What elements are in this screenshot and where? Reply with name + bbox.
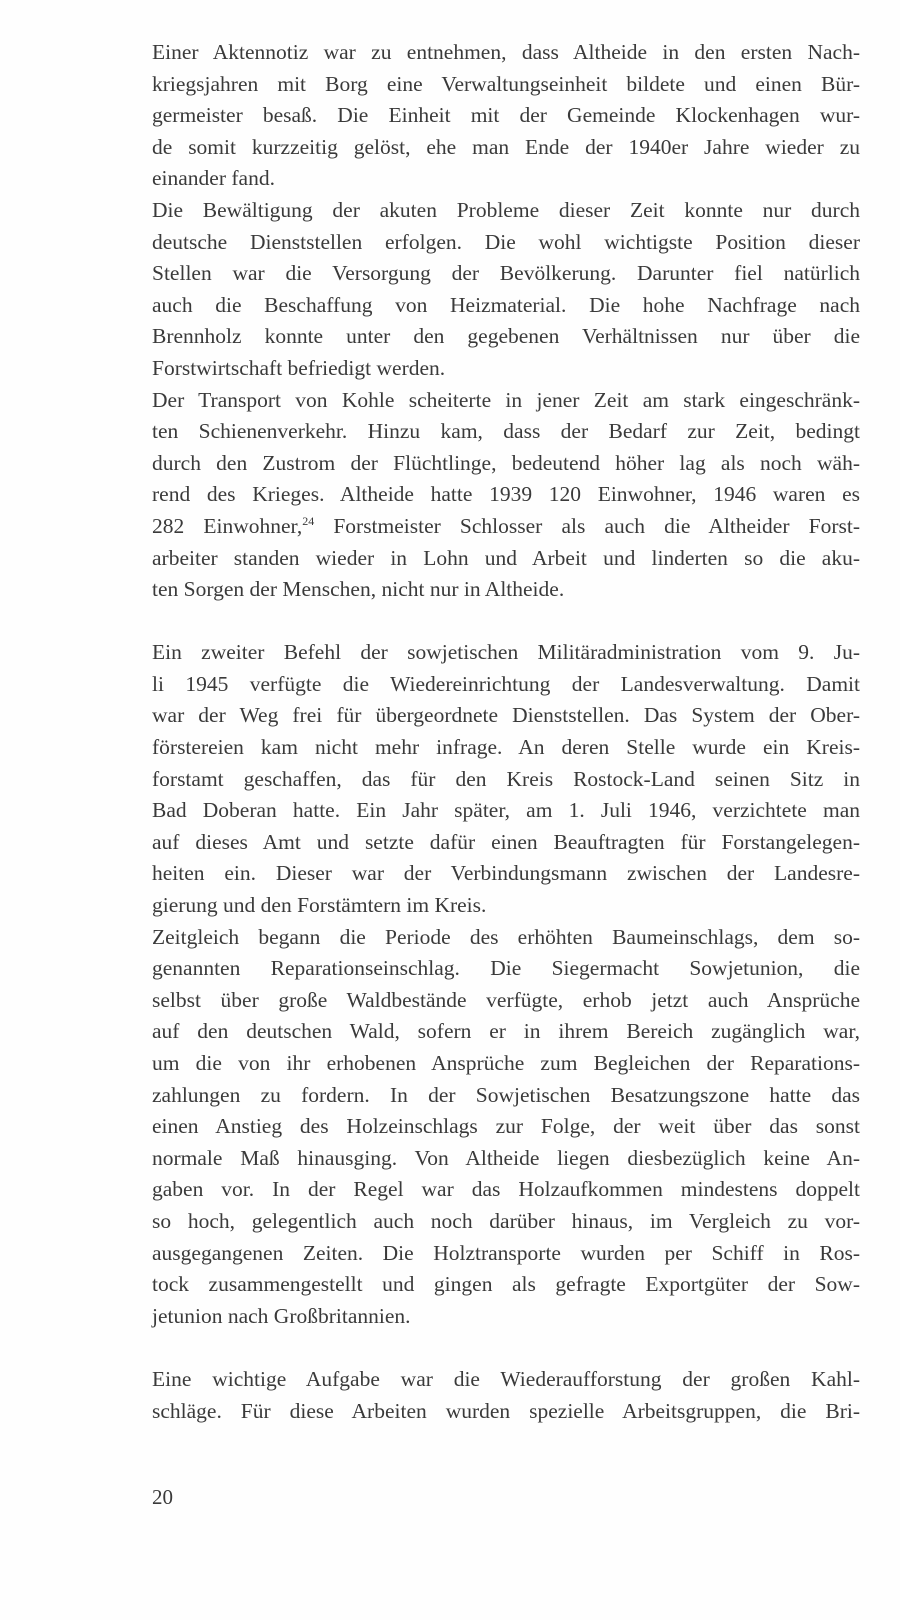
text-line: Der Transport von Kohle scheiterte in jener Zeit am stark eingeschränk- [152, 387, 860, 412]
text-line: germeister besaß. Die Einheit mit der Gemeinde Klockenhagen wur- [152, 103, 860, 128]
text-line: Ein zweiter Befehl der sowjetischen Militäradministration vom 9. Ju- [152, 640, 860, 665]
page-number: 20 [152, 1485, 173, 1509]
text-line: Eine wichtige Aufgabe war die Wiederaufforstung der großen Kahl- [152, 1366, 860, 1391]
text-line: durch den Zustrom der Flüchtlinge, bedeutend höher lag als noch wäh- [152, 450, 860, 475]
text-line: auch die Beschaffung von Heizmaterial. Die hohe Nachfrage nach [152, 292, 860, 317]
text-line: Zeitgleich begann die Periode des erhöhten Baumeinschlags, dem so- [152, 924, 860, 949]
section-gap [152, 1332, 860, 1364]
text-line: li 1945 verfügte die Wiedereinrichtung der Landesverwaltung. Damit [152, 671, 860, 696]
paragraph [152, 1364, 860, 1427]
text-line: deutsche Dienststellen erfolgen. Die wohl wichtigste Position dieser [152, 229, 860, 254]
text-line: kriegsjahren mit Borg eine Verwaltungseinheit bildete und einen Bür- [152, 71, 860, 96]
text-line: Brennholz konnte unter den gegebenen Verhältnissen nur über die [152, 324, 860, 349]
text-line: Bad Doberan hatte. Ein Jahr später, am 1. Juli 1946, verzichtete man [152, 798, 860, 823]
paragraph [152, 922, 860, 1333]
paragraph [152, 385, 860, 606]
text-fragment: 282 Einwohner, [152, 513, 303, 538]
text-fragment: Forstmeister Schlosser als auch die Altheider Forst- [314, 513, 860, 538]
text-line [152, 511, 860, 543]
text-line: selbst über große Waldbestände verfügte, erhob jetzt auch Ansprüche [152, 987, 860, 1012]
text-line: ten Sorgen der Menschen, nicht nur in Altheide. [152, 577, 565, 602]
text-line: schläge. Für diese Arbeiten wurden spezielle Arbeitsgruppen, die Bri- [152, 1398, 860, 1423]
section-gap [152, 606, 860, 638]
text-line: rend des Krieges. Altheide hatte 1939 120 Einwohner, 1946 waren es [152, 482, 860, 507]
text-line: de somit kurzzeitig gelöst, ehe man Ende der 1940er Jahre wieder zu [152, 134, 860, 159]
text-line: Einer Aktennotiz war zu entnehmen, dass Altheide in den ersten Nach- [152, 40, 860, 64]
text-line: gierung und den Forstämtern im Kreis. [152, 893, 487, 918]
text-line: gaben vor. In der Regel war das Holzaufkommen mindestens doppelt [152, 1177, 860, 1202]
text-line: auf den deutschen Wald, sofern er in ihrem Bereich zugänglich war, [152, 1019, 860, 1044]
text-line: heiten ein. Dieser war der Verbindungsmann zwischen der Landesre- [152, 861, 860, 886]
text-line: einander fand. [152, 166, 275, 191]
paragraph [152, 37, 860, 195]
text-line: genannten Reparationseinschlag. Die Siegermacht Sowjetunion, die [152, 956, 860, 981]
text-line: Forstwirtschaft befriedigt werden. [152, 355, 446, 380]
text-line: förstereien kam nicht mehr infrage. An deren Stelle wurde ein Kreis- [152, 735, 860, 760]
text-line: ausgegangenen Zeiten. Die Holztransporte wurden per Schiff in Ros- [152, 1240, 860, 1265]
text-line: so hoch, gelegentlich auch noch darüber hinaus, im Vergleich zu vor- [152, 1208, 860, 1233]
text-line: Die Bewältigung der akuten Probleme dieser Zeit konnte nur durch [152, 197, 860, 222]
paragraph [152, 637, 860, 921]
text-line: tock zusammengestellt und gingen als gefragte Exportgüter der Sow- [152, 1272, 860, 1297]
text-line: zahlungen zu fordern. In der Sowjetischen Besatzungszone hatte das [152, 1082, 860, 1107]
text-line: einen Anstieg des Holzeinschlags zur Folge, der weit über das sonst [152, 1114, 860, 1139]
text-line: war der Weg frei für übergeordnete Dienststellen. Das System der Ober- [152, 703, 860, 728]
body-text [152, 37, 860, 1427]
text-line: jetunion nach Großbritannien. [152, 1303, 411, 1328]
text-line: arbeiter standen wieder in Lohn und Arbeit und linderten so die aku- [152, 545, 860, 570]
text-line: normale Maß hinausging. Von Altheide liegen diesbezüglich keine An- [152, 1145, 860, 1170]
text-line: Stellen war die Versorgung der Bevölkerung. Darunter fiel natürlich [152, 261, 860, 286]
text-line: auf dieses Amt und setzte dafür einen Beauftragten für Forstangelegen- [152, 829, 860, 854]
text-line: forstamt geschaffen, das für den Kreis Rostock-Land seinen Sitz in [152, 766, 860, 791]
footnote-marker: 24 [302, 513, 315, 528]
text-line: ten Schienenverkehr. Hinzu kam, dass der Bedarf zur Zeit, bedingt [152, 419, 860, 444]
text-line: um die von ihr erhobenen Ansprüche zum Begleichen der Reparations- [152, 1051, 860, 1075]
paragraph [152, 195, 860, 385]
